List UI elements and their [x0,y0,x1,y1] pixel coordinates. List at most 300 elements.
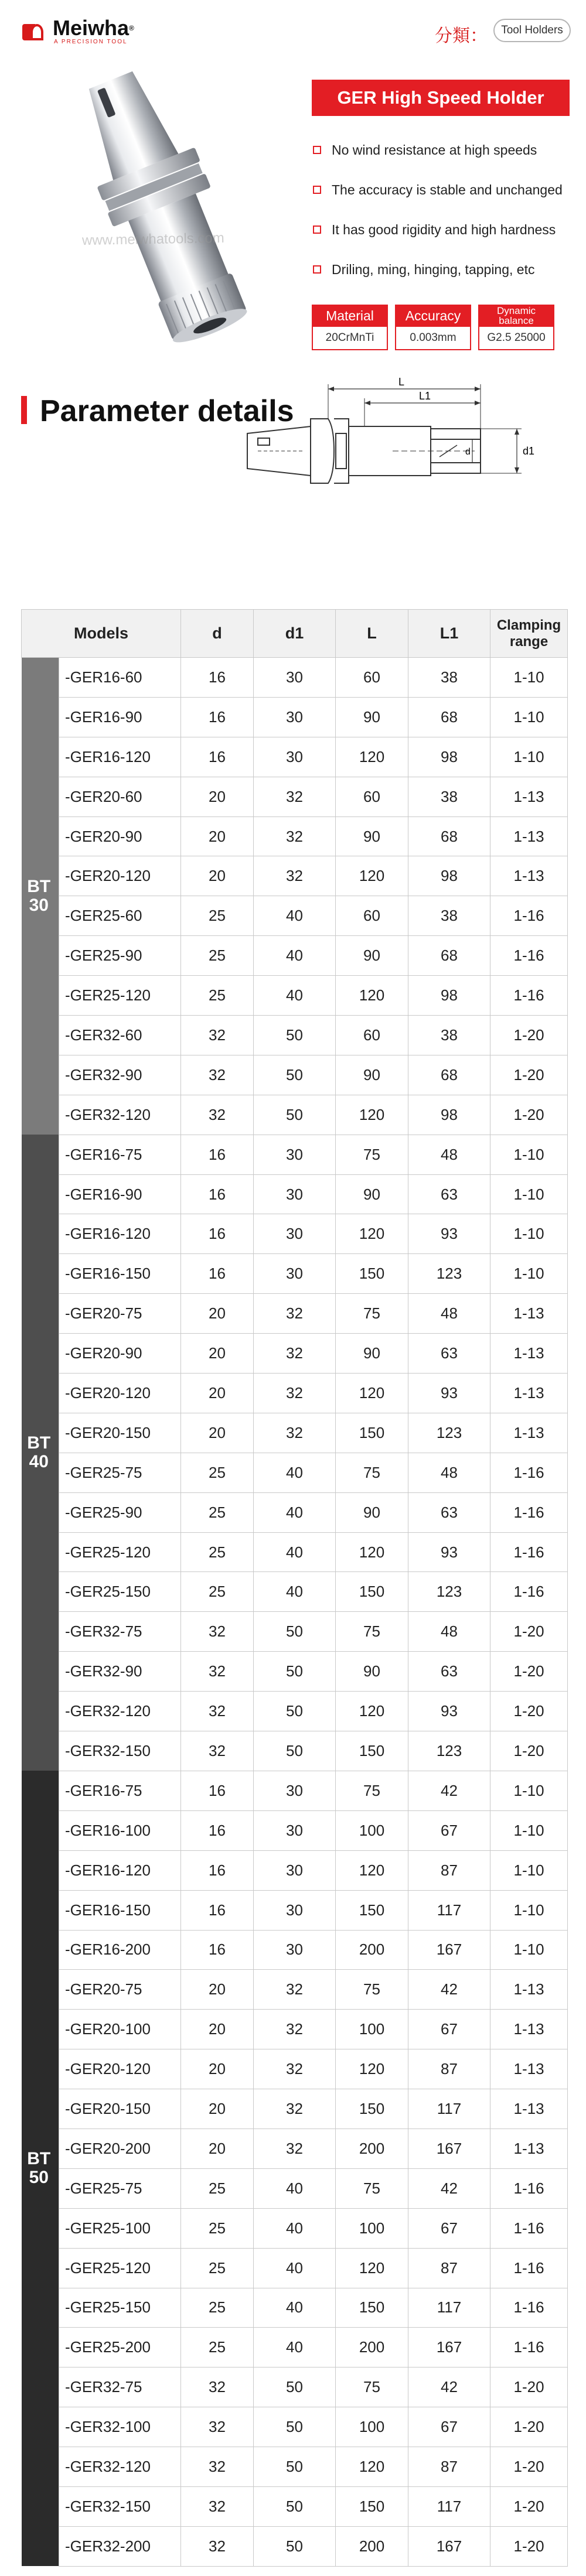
cell-model: -GER20-150 [59,2089,181,2129]
cell-L1: 42 [408,2168,490,2208]
cell-model: -GER16-150 [59,1254,181,1294]
cell-d1: 50 [254,1731,336,1771]
cell-clamping-range: 1-20 [490,1692,568,1731]
table-row [22,1850,568,1890]
bullet-square-icon [313,226,321,234]
cell-L1: 68 [408,1055,490,1095]
cell-model: -GER25-120 [59,976,181,1016]
cell-L1: 42 [408,1970,490,2010]
table-row [22,1692,568,1731]
cell-model: -GER20-60 [59,777,181,816]
cell-d: 25 [181,2168,254,2208]
cell-L: 120 [336,1374,408,1413]
cell-d: 20 [181,1413,254,1453]
cell-d: 20 [181,816,254,856]
cell-d1: 50 [254,1652,336,1692]
table-row [22,1374,568,1413]
table-row [22,2089,568,2129]
table-row [22,2208,568,2248]
cell-d1: 30 [254,658,336,698]
cell-clamping-range: 1-13 [490,1413,568,1453]
cell-clamping-range: 1-20 [490,1055,568,1095]
cell-d1: 30 [254,1771,336,1810]
cell-d: 32 [181,1016,254,1055]
cell-d: 16 [181,1174,254,1214]
cell-d1: 40 [254,2168,336,2208]
product-title: GER High Speed Holder [312,80,570,116]
table-row [22,1612,568,1652]
cell-model: -GER25-75 [59,1453,181,1492]
table-row [22,1214,568,1254]
header-L: L [336,610,408,658]
cell-L1: 68 [408,816,490,856]
cell-L: 100 [336,2407,408,2447]
group-label-bt50: BT 50 [22,1771,59,2566]
cell-L1: 42 [408,1771,490,1810]
table-row [22,697,568,737]
cell-L1: 68 [408,936,490,976]
feature-list [313,130,582,289]
cell-L: 120 [336,976,408,1016]
cell-model: -GER20-120 [59,856,181,896]
cell-d: 25 [181,1453,254,1492]
cell-L1: 67 [408,2208,490,2248]
cell-clamping-range: 1-10 [490,1214,568,1254]
cell-L1: 93 [408,1692,490,1731]
table-row [22,2328,568,2367]
cell-L: 90 [336,1652,408,1692]
cell-L: 120 [336,2049,408,2089]
cell-model: -GER32-120 [59,2447,181,2487]
spec-material: Material 20CrMnTi [312,305,388,350]
cell-d: 25 [181,2208,254,2248]
cell-d: 32 [181,1692,254,1731]
cell-d1: 30 [254,1254,336,1294]
cell-d: 16 [181,658,254,698]
cell-L: 75 [336,1294,408,1334]
cell-L: 75 [336,1771,408,1810]
cell-clamping-range: 1-13 [490,816,568,856]
cell-d: 32 [181,2526,254,2566]
cell-clamping-range: 1-10 [490,697,568,737]
cell-L1: 87 [408,1850,490,1890]
cell-d1: 32 [254,1413,336,1453]
cell-clamping-range: 1-20 [490,1016,568,1055]
cell-clamping-range: 1-10 [490,1930,568,1970]
cell-L: 150 [336,2089,408,2129]
cell-d1: 50 [254,1095,336,1135]
cell-model: -GER16-60 [59,658,181,698]
cell-L: 90 [336,697,408,737]
cell-model: -GER25-90 [59,936,181,976]
table-row [22,816,568,856]
cell-d1: 32 [254,856,336,896]
cell-L: 90 [336,1174,408,1214]
cell-clamping-range: 1-20 [490,1095,568,1135]
table-row [22,1492,568,1532]
table-row [22,1890,568,1930]
table-row [22,2010,568,2049]
cell-L: 60 [336,896,408,936]
cell-L: 120 [336,1692,408,1731]
cell-L: 75 [336,1612,408,1652]
cell-d1: 32 [254,2089,336,2129]
table-row [22,1095,568,1135]
cell-model: -GER32-120 [59,1095,181,1135]
cell-d1: 50 [254,1692,336,1731]
cell-clamping-range: 1-16 [490,1492,568,1532]
cell-d: 20 [181,856,254,896]
cell-L1: 117 [408,2486,490,2526]
table-row [22,976,568,1016]
diagram-label-L1: L1 [419,390,431,402]
cell-d1: 40 [254,2288,336,2328]
cell-d: 16 [181,697,254,737]
table-row [22,2288,568,2328]
cell-L1: 38 [408,1016,490,1055]
feature-item: No wind resistance at high speeds [313,130,582,170]
table-row [22,2168,568,2208]
cell-L1: 167 [408,2328,490,2367]
cell-d1: 40 [254,1492,336,1532]
brand-logo[interactable] [22,18,134,45]
table-row [22,1413,568,1453]
cell-model: -GER20-90 [59,1334,181,1374]
cell-clamping-range: 1-10 [490,1254,568,1294]
cell-L: 150 [336,2486,408,2526]
cell-d1: 50 [254,1016,336,1055]
table-row [22,2407,568,2447]
cell-clamping-range: 1-16 [490,1532,568,1572]
cell-d: 25 [181,2248,254,2288]
parameter-table [21,609,568,2567]
cell-d: 32 [181,1731,254,1771]
cell-clamping-range: 1-13 [490,1970,568,2010]
cell-L1: 117 [408,2089,490,2129]
cell-d1: 32 [254,816,336,856]
cell-model: -GER32-90 [59,1652,181,1692]
cell-L: 120 [336,1532,408,1572]
cell-L: 90 [336,1055,408,1095]
cell-d1: 30 [254,1214,336,1254]
cell-L: 120 [336,1095,408,1135]
table-row [22,2129,568,2168]
cell-clamping-range: 1-20 [490,2367,568,2407]
cell-L1: 167 [408,2129,490,2168]
cell-L: 100 [336,2208,408,2248]
cell-model: -GER20-90 [59,816,181,856]
cell-L1: 93 [408,1214,490,1254]
watermark-text: www.meiwhatools.com [81,230,224,249]
cell-L: 60 [336,777,408,816]
cell-L: 75 [336,1135,408,1174]
cell-clamping-range: 1-13 [490,1374,568,1413]
cell-d: 20 [181,2010,254,2049]
cell-L1: 63 [408,1334,490,1374]
diagram-label-d: d [465,447,471,457]
table-row [22,1771,568,1810]
cell-clamping-range: 1-16 [490,976,568,1016]
cell-d1: 50 [254,1055,336,1095]
table-row [22,737,568,777]
cell-clamping-range: 1-10 [490,1135,568,1174]
cell-d1: 32 [254,2129,336,2168]
cell-L: 100 [336,2010,408,2049]
cell-clamping-range: 1-16 [490,2208,568,2248]
cell-clamping-range: 1-20 [490,2526,568,2566]
cell-d: 20 [181,2129,254,2168]
cell-d: 25 [181,936,254,976]
cell-model: -GER32-120 [59,1692,181,1731]
cell-L: 75 [336,2367,408,2407]
table-row [22,1016,568,1055]
cell-model: -GER25-150 [59,1572,181,1612]
cell-L1: 67 [408,2407,490,2447]
cell-d: 20 [181,2089,254,2129]
table-header-row [22,610,568,658]
bullet-square-icon [313,146,321,154]
cell-d1: 40 [254,1453,336,1492]
cell-model: -GER16-150 [59,1890,181,1930]
cell-d: 16 [181,1850,254,1890]
cell-clamping-range: 1-16 [490,2168,568,2208]
table-row [22,856,568,896]
cell-d: 32 [181,2447,254,2487]
cell-d1: 32 [254,1970,336,2010]
parameter-section [0,363,586,533]
table-row [22,2526,568,2566]
cell-model: -GER25-60 [59,896,181,936]
cell-L: 75 [336,2168,408,2208]
cell-d: 32 [181,2407,254,2447]
cell-L: 90 [336,936,408,976]
cell-L: 90 [336,1492,408,1532]
cell-L1: 42 [408,2367,490,2407]
cell-L: 60 [336,658,408,698]
cell-d: 25 [181,2328,254,2367]
cell-d1: 40 [254,936,336,976]
cell-L1: 48 [408,1453,490,1492]
cell-L1: 98 [408,856,490,896]
cell-L: 120 [336,2248,408,2288]
dimension-diagram [240,363,586,533]
cell-d1: 40 [254,1572,336,1612]
feature-item: It has good rigidity and high hardness [313,210,582,250]
cell-L: 200 [336,1930,408,1970]
cell-model: -GER16-75 [59,1771,181,1810]
cell-L: 120 [336,1214,408,1254]
bullet-square-icon [313,186,321,194]
cell-clamping-range: 1-16 [490,2328,568,2367]
table-row [22,1731,568,1771]
cell-clamping-range: 1-13 [490,777,568,816]
cell-L1: 123 [408,1572,490,1612]
cell-model: -GER25-100 [59,2208,181,2248]
cell-model: -GER25-200 [59,2328,181,2367]
cell-d: 25 [181,1572,254,1612]
cell-clamping-range: 1-16 [490,1453,568,1492]
cell-L1: 93 [408,1374,490,1413]
cell-clamping-range: 1-16 [490,936,568,976]
cell-d: 20 [181,1334,254,1374]
group-label-bt30: BT 30 [22,658,59,1135]
cell-d1: 30 [254,697,336,737]
cell-L1: 98 [408,976,490,1016]
cell-L1: 63 [408,1174,490,1214]
spec-dynamic-balance: Dynamic balance G2.5 25000 [478,305,554,350]
cell-d: 25 [181,2288,254,2328]
cell-d: 16 [181,737,254,777]
cell-clamping-range: 1-10 [490,1890,568,1930]
category-label: 分類： [435,26,488,46]
cell-d1: 50 [254,2526,336,2566]
header-clamping-range: Clamping range [490,610,568,658]
diagram-label-d1: d1 [523,445,535,457]
cell-model: -GER25-90 [59,1492,181,1532]
cell-d: 20 [181,777,254,816]
cell-d1: 30 [254,1810,336,1850]
cell-L1: 63 [408,1652,490,1692]
cell-L: 150 [336,1572,408,1612]
cell-model: -GER16-120 [59,737,181,777]
cell-L1: 67 [408,2010,490,2049]
cell-L: 75 [336,1970,408,2010]
table-row [22,2248,568,2288]
table-row [22,1055,568,1095]
cell-L1: 63 [408,1492,490,1532]
cell-clamping-range: 1-16 [490,2288,568,2328]
cell-clamping-range: 1-20 [490,1652,568,1692]
cell-d1: 32 [254,2049,336,2089]
diagram-label-L: L [398,376,405,388]
cell-model: -GER32-150 [59,2486,181,2526]
cell-model: -GER32-75 [59,2367,181,2407]
cell-model: -GER32-150 [59,1731,181,1771]
cell-d1: 40 [254,2208,336,2248]
cell-L: 90 [336,816,408,856]
cell-L: 120 [336,2447,408,2487]
cell-L: 200 [336,2328,408,2367]
cell-model: -GER32-90 [59,1055,181,1095]
cell-L1: 67 [408,1810,490,1850]
cell-L1: 98 [408,737,490,777]
cell-L1: 38 [408,658,490,698]
brand-name: Meiwha [53,16,130,40]
cell-d1: 50 [254,2486,336,2526]
cell-clamping-range: 1-13 [490,856,568,896]
cell-clamping-range: 1-13 [490,2010,568,2049]
cell-d: 32 [181,1612,254,1652]
cell-L: 200 [336,2526,408,2566]
cell-d1: 32 [254,1374,336,1413]
table-row [22,1532,568,1572]
cell-L: 150 [336,2288,408,2328]
table-row [22,1810,568,1850]
cell-d1: 50 [254,2367,336,2407]
cell-L: 90 [336,1334,408,1374]
cell-d1: 30 [254,1850,336,1890]
cell-d1: 40 [254,2248,336,2288]
cell-model: -GER20-100 [59,2010,181,2049]
cell-L: 150 [336,1731,408,1771]
cell-clamping-range: 1-10 [490,1771,568,1810]
category-pill[interactable]: Tool Holders [493,19,571,42]
table-row [22,936,568,976]
table-row [22,658,568,698]
group-label-bt40: BT 40 [22,1135,59,1771]
feature-item: Driling, ming, hinging, tapping, etc [313,250,582,289]
cell-L1: 48 [408,1612,490,1652]
cell-d1: 30 [254,737,336,777]
tool-holder-image [50,64,272,346]
feature-item: The accuracy is stable and unchanged [313,170,582,210]
cell-d: 20 [181,1294,254,1334]
cell-L1: 68 [408,697,490,737]
cell-clamping-range: 1-13 [490,1334,568,1374]
table-row [22,1174,568,1214]
cell-L1: 38 [408,896,490,936]
cell-d1: 32 [254,1294,336,1334]
spec-accuracy: Accuracy 0.003mm [395,305,471,350]
table-row [22,1652,568,1692]
table-row [22,2367,568,2407]
cell-clamping-range: 1-10 [490,1810,568,1850]
logo-mark-icon [22,22,50,42]
cell-L: 120 [336,737,408,777]
section-accent-bar [21,396,27,424]
cell-clamping-range: 1-10 [490,737,568,777]
table-row [22,777,568,816]
cell-clamping-range: 1-16 [490,1572,568,1612]
cell-clamping-range: 1-20 [490,2407,568,2447]
cell-model: -GER16-200 [59,1930,181,1970]
cell-L: 120 [336,856,408,896]
cell-d: 25 [181,896,254,936]
cell-d1: 50 [254,2447,336,2487]
cell-L1: 123 [408,1413,490,1453]
cell-d: 16 [181,1135,254,1174]
table-row [22,1970,568,2010]
cell-clamping-range: 1-20 [490,2486,568,2526]
cell-d1: 40 [254,896,336,936]
cell-d: 16 [181,1810,254,1850]
cell-L1: 98 [408,1095,490,1135]
cell-L1: 87 [408,2049,490,2089]
cell-L: 60 [336,1016,408,1055]
cell-L1: 87 [408,2248,490,2288]
cell-model: -GER25-75 [59,2168,181,2208]
table-body [22,658,568,2567]
cell-L1: 117 [408,1890,490,1930]
cell-d1: 32 [254,2010,336,2049]
cell-model: -GER25-120 [59,1532,181,1572]
cell-clamping-range: 1-16 [490,2248,568,2288]
cell-model: -GER20-200 [59,2129,181,2168]
cell-d: 16 [181,1254,254,1294]
cell-L1: 48 [408,1294,490,1334]
cell-model: -GER32-200 [59,2526,181,2566]
cell-clamping-range: 1-10 [490,1174,568,1214]
table-row [22,1294,568,1334]
table-row [22,1930,568,1970]
cell-model: -GER20-120 [59,2049,181,2089]
cell-L: 100 [336,1810,408,1850]
table-row [22,1334,568,1374]
cell-L1: 117 [408,2288,490,2328]
table-row [22,1453,568,1492]
bullet-square-icon [313,265,321,274]
cell-model: -GER16-90 [59,1174,181,1214]
